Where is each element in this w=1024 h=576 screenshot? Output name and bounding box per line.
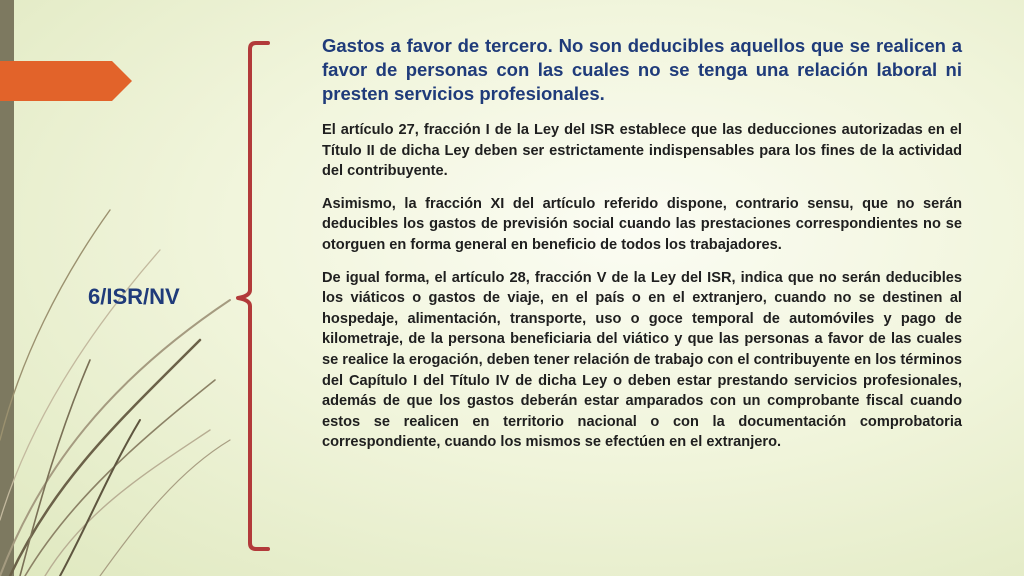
paragraph-fraccion-xi: Asimismo, la fracción XI del artículo referido dispone, contrario sensu, que no serán deducibles los gastos de previsión social cuando las prestaciones correspondientes no se otorguen en forma general en beneficio de todos los trabajadores.	[322, 195, 962, 253]
paragraph-article-27: El artículo 27, fracción I de la Ley del ISR establece que las deducciones autorizadas en el Título II de dicha Ley deben ser estrictamente indispensables para los fines de la actividad del contribuyente.	[322, 122, 962, 180]
slide-code-label: 6/ISR/NV	[88, 284, 180, 309]
left-bracket	[230, 40, 270, 552]
paragraph-article-28: De igual forma, el artículo 28, fracción V de la Ley del ISR, indica que no serán deducibles los viáticos o gastos de viaje, en el país o en el extranjero, cuando no se destinen al hospedaje, alimentación, transporte, uso o goce temporal de automóviles y pago de kilometraje, de la persona beneficiaria del viático y que las personas a favor de las cuales se realice la erogación, deben tener relación de trabajo con el contribuyente en los términos del Capítulo I del Título IV de dicha Ley o deben estar prestando servicios profesionales, además de que los gastos deberán estar amparados con un comprobante fiscal cuando estos se realicen en territorio nacional o con la documentación comprobatoria correspondiente, cuando los mismos se efectúen en el extranjero.	[322, 269, 962, 451]
slide-heading: Gastos a favor de tercero. No son deducibles aquellos que se realicen a favor de personas con las cuales no se tenga una relación laboral ni presten servicios profesionales.	[322, 35, 962, 104]
slide-content	[322, 34, 962, 465]
